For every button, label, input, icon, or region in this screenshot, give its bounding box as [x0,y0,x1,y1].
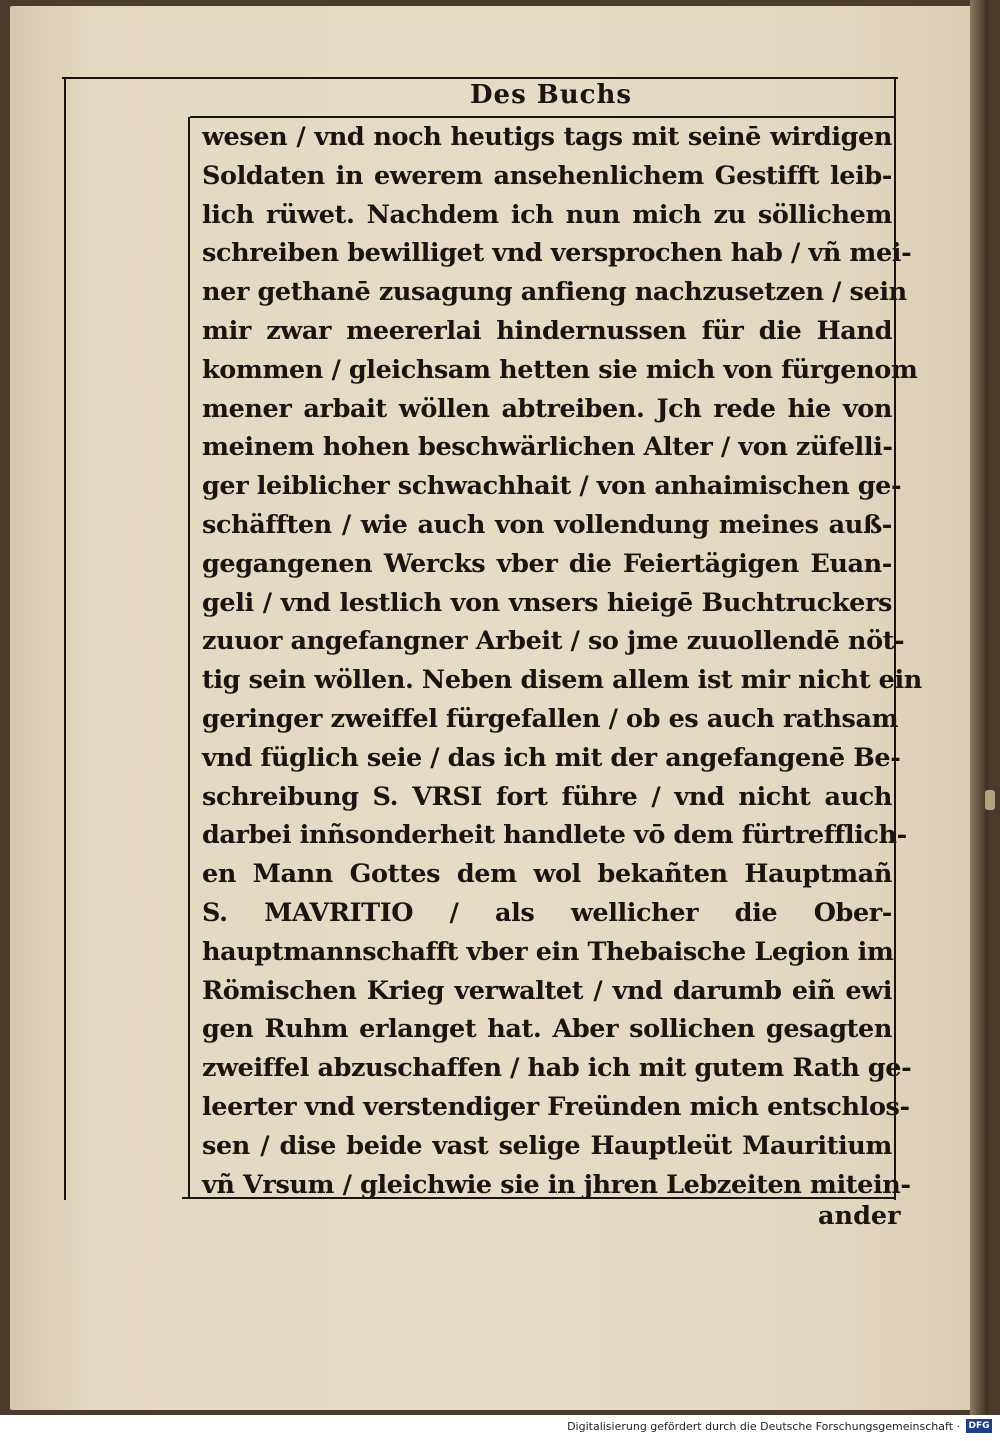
text-line: geringer zweiffel fürgefallen / ob es auch rathsam [202,703,899,734]
text-line: zuuor angefangner Arbeit / so jme zuuollendē nöt- [202,626,905,657]
text-line: schäfften / wie auch von vollendung meines auß- [202,509,892,540]
footer-bar [0,1415,1000,1441]
text-line: ger leiblicher schwachhait / von anhaimischen ge- [202,471,902,502]
text-line: darbei inñsonderheit handlete vō dem fürtrefflich- [202,820,907,851]
text-line: hauptmannschafft vber ein Thebaische Legion im [202,936,894,967]
text-line: Soldaten in ewerem ansehenlichem Gestifft leib- [202,160,892,191]
text-line: en Mann Gottes dem wol bekañten Hauptmañ [202,859,892,890]
text-line: zweiffel abzuschaffen / hab ich mit gutem Rath ge- [202,1053,912,1084]
text-line: lich rüwet. Nachdem ich nun mich zu söllichem [202,199,892,230]
text-line: sen / dise beide vast selige Hauptleüt Mauritium [202,1130,892,1161]
text-line: tig sein wöllen. Neben disem allem ist mir nicht ein [202,665,922,696]
text-line: gegangenen Wercks vber die Feiertägigen Euan- [202,548,892,579]
text-line: wesen / vnd noch heutigs tags mit seinē wirdigen [202,122,892,152]
text-line: leerter vnd verstendiger Freünden mich entschlos- [202,1091,910,1122]
text-line: kommen / gleichsam hetten sie mich von fürgenom [202,354,918,385]
frame-top-rule [62,77,898,79]
dfg-logo-icon: DFG [966,1419,992,1433]
footer-credit: Digitalisierung gefördert durch die Deutsche Forschungsgemeinschaft · [567,1420,960,1433]
text-block [202,118,922,1204]
text-line: S. MAVRITIO / als wellicher die Ober- [202,897,892,928]
text-line: meinem hohen beschwärlichen Alter / von züfelli- [202,432,893,463]
running-head: Des Buchs [470,80,633,110]
frame-inner-left-rule [188,117,190,1197]
spine-mark [985,790,995,810]
text-line: schreiben bewilliget vnd versprochen hab / vñ mei- [202,238,912,269]
catchword: ander [818,1201,901,1231]
text-line: ner gethanē zusagung anfieng nachzusetzen / sein [202,277,907,308]
book-gutter [970,0,988,1415]
text-line: gen Ruhm erlanget hat. Aber sollichen gesagten [202,1014,892,1045]
text-line: Römischen Krieg verwaltet / vnd darumb eiñ ewi [202,975,892,1006]
frame-left-rule [64,79,66,1200]
text-line: vñ Vrsum / gleichwie sie in jhren Lebzeiten mitein- [202,1169,911,1200]
text-line: vnd füglich seie / das ich mit der angefangenē Be- [202,742,901,773]
text-line: mir zwar meererlai hindernussen für die Hand [202,315,892,346]
text-line: geli / vnd lestlich von vnsers hieigē Buchtruckers [202,587,892,618]
text-line: mener arbait wöllen abtreiben. Jch rede hie von [202,393,892,424]
text-line: schreibung S. VRSI fort führe / vnd nicht auch [202,781,892,812]
